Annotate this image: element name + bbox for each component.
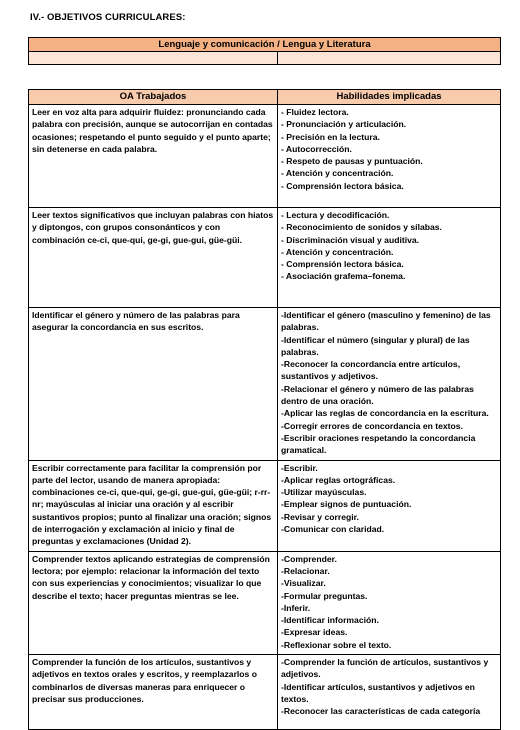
table-row bbox=[29, 460, 501, 551]
skill-item: - Fluidez lectora. bbox=[281, 107, 349, 117]
oa-table bbox=[28, 89, 501, 730]
skill-item: - Atención y concentración. bbox=[281, 246, 394, 257]
skill-item: -Identificar el número (singular y plural) de las palabras. bbox=[281, 334, 470, 357]
table-row bbox=[29, 308, 501, 461]
skill-item: -Reflexionar sobre el texto. bbox=[281, 639, 392, 650]
skill-item: -Corregir errores de concordancia en textos. bbox=[281, 420, 463, 431]
skills-cell bbox=[278, 208, 501, 308]
skill-item: -Reconocer las características de cada categoría bbox=[281, 706, 481, 717]
skill-item: -Relacionar el género y número de las palabras dentro de una oración. bbox=[281, 383, 474, 407]
skill-item: - Lectura y decodificación. bbox=[281, 210, 390, 220]
skills-cell bbox=[278, 551, 501, 654]
skill-item: - Comprensión lectora básica. bbox=[281, 259, 404, 270]
skill-item: -Relacionar. bbox=[281, 565, 330, 576]
skill-item: - Reconocimiento de sonidos y sílabas. bbox=[281, 222, 442, 233]
oa-cell: Comprender textos aplicando estrategias de comprensión lectora; por ejemplo: relacionar la información del texto con sus experiencias y conocimientos; visualizar lo que describe el texto; hacer preguntas mientras se lee. bbox=[29, 551, 278, 654]
oa-cell: Leer en voz alta para adquirir fluidez: pronunciando cada palabra con precisión, aunque se autocorrijan en contadas ocasiones; respetando el punto seguido y el punto aparte; sin detenerse en cada palabra. bbox=[29, 105, 278, 208]
skill-item: -Utilizar mayúsculas. bbox=[281, 487, 367, 498]
table-row bbox=[29, 551, 501, 654]
skills-cell bbox=[278, 655, 501, 730]
oa-cell: Escribir correctamente para facilitar la comprensión por parte del lector, usando de manera apropiada: combinaciones ce-ci, que-qui, ge-gi, gue-gui, güe-güi; r-rr-nr; mayúsculas al iniciar una oración y al escribir sustantivos propios; punto al finalizar una oración; signos de interrogación y exclamación al inicio y final de preguntas y exclamaciones (Unidad 2). bbox=[29, 460, 278, 551]
skill-item: -Comunicar con claridad. bbox=[281, 524, 385, 535]
skill-item: -Comprender. bbox=[281, 553, 337, 564]
skill-item: - Respeto de pausas y puntuación. bbox=[281, 156, 423, 167]
table-row bbox=[29, 208, 501, 308]
skill-item: -Formular preguntas. bbox=[281, 590, 368, 601]
skills-cell bbox=[278, 105, 501, 208]
skill-item: - Comprensión lectora básica. bbox=[281, 180, 404, 191]
skill-item: -Visualizar. bbox=[281, 578, 326, 589]
skill-item: -Revisar y corregir. bbox=[281, 511, 359, 522]
subject-header: Lenguaje y comunicación / Lengua y Literatura bbox=[29, 38, 501, 52]
skill-item: -Escribir oraciones respetando la concordancia gramatical. bbox=[281, 432, 476, 456]
skill-item: -Reconocer la concordancia entre artículos, sustantivos y adjetivos. bbox=[281, 359, 461, 382]
skill-item: - Discriminación visual y auditiva. bbox=[281, 234, 420, 245]
column-header-skills: Habilidades implicadas bbox=[278, 90, 501, 105]
skill-item: -Identificar información. bbox=[281, 615, 379, 626]
skill-item: -Aplicar las reglas de concordancia en la escritura. bbox=[281, 408, 489, 419]
skill-item: -Identificar artículos, sustantivos y adjetivos en textos. bbox=[281, 681, 475, 704]
oa-cell: Identificar el género y número de las palabras para asegurar la concordancia en sus escritos. bbox=[29, 308, 278, 461]
table-row bbox=[29, 655, 501, 730]
skill-item: -Emplear signos de puntuación. bbox=[281, 499, 412, 510]
skill-item: - Asociación grafema–fonema. bbox=[281, 271, 406, 282]
skill-item: - Precisión en la lectura. bbox=[281, 131, 380, 142]
subject-table bbox=[28, 37, 501, 65]
skill-item: -Inferir. bbox=[281, 602, 311, 613]
skill-item: -Expresar ideas. bbox=[281, 627, 348, 638]
oa-table-header-row bbox=[29, 90, 501, 105]
oa-cell: Leer textos significativos que incluyan palabras con hiatos y diptongos, con grupos consonánticos y con combinación ce-ci, que-qui, ge-gi, gue-gui, güe-güi. bbox=[29, 208, 278, 308]
column-header-oa: OA Trabajados bbox=[29, 90, 278, 105]
skill-item: -Escribir. bbox=[281, 462, 318, 473]
skill-item: - Atención y concentración. bbox=[281, 168, 394, 179]
skill-item: -Comprender la función de artículos, sustantivos y adjetivos. bbox=[281, 657, 489, 680]
table-row bbox=[29, 105, 501, 208]
skill-item: -Aplicar reglas ortográficas. bbox=[281, 474, 396, 485]
skills-cell bbox=[278, 460, 501, 551]
skill-item: - Pronunciación y articulación. bbox=[281, 119, 407, 130]
skills-cell bbox=[278, 308, 501, 461]
skill-item: - Autocorrección. bbox=[281, 143, 352, 154]
subject-blank-cell-left bbox=[29, 52, 278, 65]
oa-cell: Comprender la función de los artículos, sustantivos y adjetivos en textos orales y escritos, y reemplazarlos o combinarlos de diversas maneras para enriquecer o precisar sus producciones. bbox=[29, 655, 278, 730]
skill-item: -Identificar el género (masculino y femenino) de las palabras. bbox=[281, 310, 491, 333]
subject-blank-cell-right bbox=[278, 52, 501, 65]
section-title: IV.- OBJETIVOS CURRICULARES: bbox=[30, 12, 186, 23]
